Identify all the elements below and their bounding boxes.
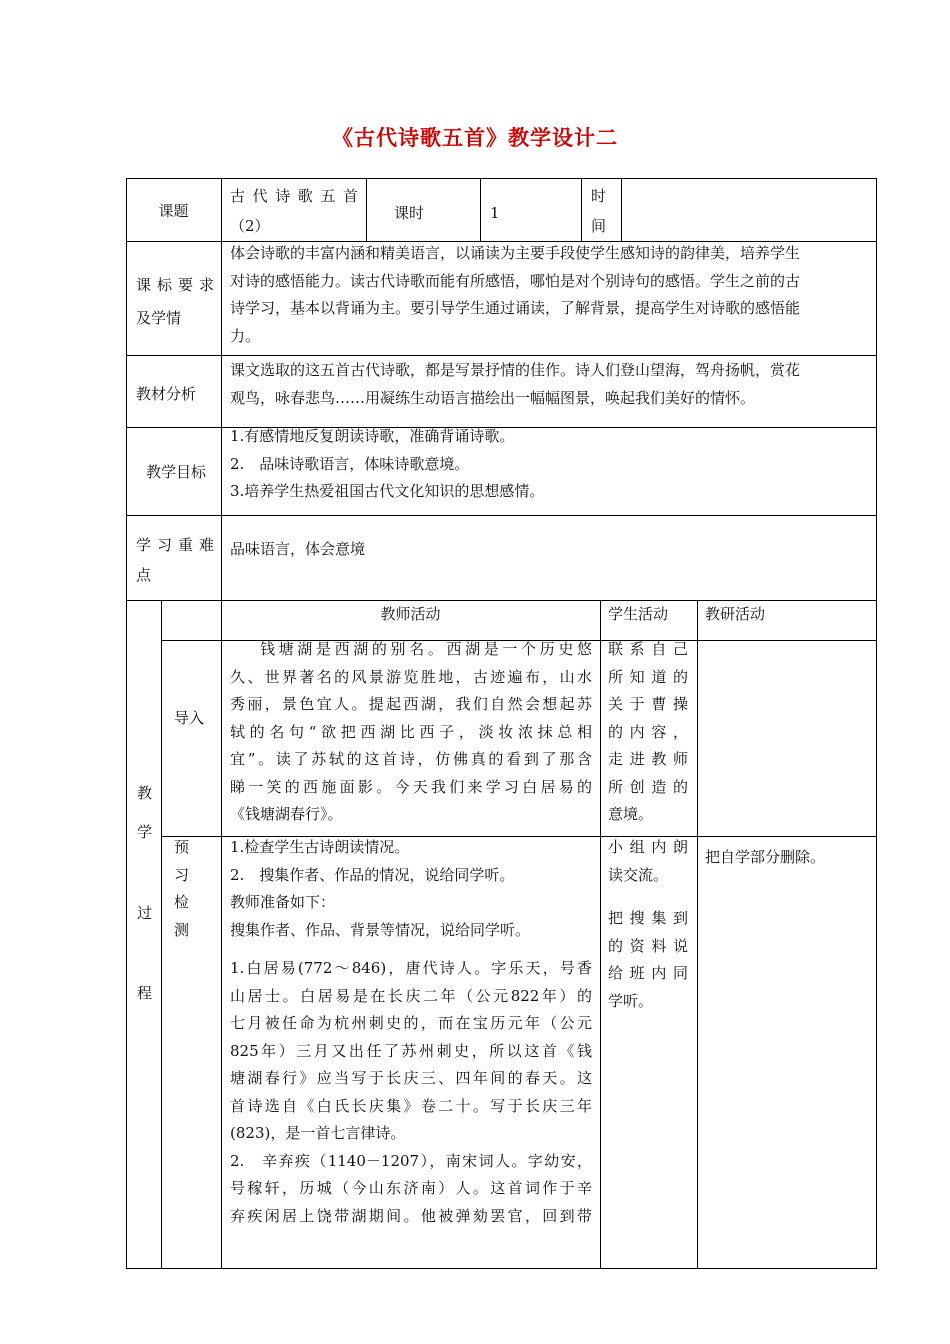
topic-value-number: （2） xyxy=(230,217,270,235)
text-line: 读交流。 xyxy=(608,865,669,884)
text-line: 《钱塘湖春行》。 xyxy=(230,805,343,823)
text-line: 秀丽，景色宜人。提起西湖，我们自然会想起苏 xyxy=(230,695,592,713)
preview-label-char: 检 xyxy=(174,893,190,911)
row-divider xyxy=(126,355,877,356)
period-label: 课时 xyxy=(393,204,424,222)
text-line: 所创造的 xyxy=(608,777,688,796)
text-line: 学听。 xyxy=(608,991,654,1010)
text-line: 首诗选自《白氏长庆集》卷二十。写于长庆三年 xyxy=(230,1096,592,1115)
list-item: 2. 品味诗歌语言，体味诗歌意境。 xyxy=(230,454,470,473)
text-line: 意境。 xyxy=(608,805,654,823)
text-line: 对诗的感悟能力。读古代诗歌而能有所感悟，哪怕是对个别诗句的感悟。学生之前的古 xyxy=(230,271,801,290)
preview-research-content: 把自学部分删除。 xyxy=(705,848,826,866)
standards-content xyxy=(230,240,870,350)
text-line: 1.检查学生古诗朗读情况。 xyxy=(230,838,410,856)
text-line: 号稼轩，历城（今山东济南）人。这首词作于辛 xyxy=(230,1179,592,1197)
preview-label-char: 测 xyxy=(174,920,190,939)
col-divider xyxy=(161,600,162,1269)
topic-label: 课题 xyxy=(158,202,189,220)
text-line: 睇一笑的西施面影。今天我们来学习白居易的 xyxy=(230,777,592,796)
col-divider xyxy=(480,178,481,242)
process-label-char: 教 xyxy=(137,784,153,802)
key-points-label: 学习重难 xyxy=(136,536,214,554)
goals-label: 教学目标 xyxy=(146,463,207,481)
process-label-char: 学 xyxy=(137,823,153,841)
intro-label: 导入 xyxy=(174,709,205,727)
col-divider xyxy=(621,178,622,242)
col-divider xyxy=(221,178,222,601)
document-title: 《古代诗歌五首》教学设计二 xyxy=(332,126,618,150)
text-line: 2. 搜集作者、作品的情况，说给同学听。 xyxy=(230,865,515,884)
table-border-left xyxy=(126,178,127,1269)
text-line: 关于曹操 xyxy=(608,695,688,713)
text-line: 久、世界著名的风景游览胜地，古迹遍布，山水 xyxy=(230,667,592,686)
time-label: 时 xyxy=(591,187,607,205)
standards-label: 及学情 xyxy=(136,309,182,327)
list-item: 1.有感情地反复朗读诗歌，准确背诵诗歌。 xyxy=(230,427,515,445)
preview-student-content-a xyxy=(608,834,688,889)
text-line: (823)，是一首七言律诗。 xyxy=(230,1124,406,1142)
text-line: 给班内同 xyxy=(608,964,688,982)
material-content xyxy=(230,357,870,412)
text-line: 的资料说 xyxy=(608,936,688,955)
preview-teacher-content-b xyxy=(230,955,592,1230)
text-line: 825年）三月又出任了苏州刺史，所以这首《钱 xyxy=(230,1041,592,1060)
text-line: 1.白居易(772～846)，唐代诗人。字乐天，号香 xyxy=(230,959,592,977)
preview-label-char: 预 xyxy=(174,838,190,856)
text-line: 所知道的 xyxy=(608,667,688,686)
key-points-label: 点 xyxy=(136,566,152,584)
material-label: 教材分析 xyxy=(136,385,197,403)
standards-label: 课标要求 xyxy=(136,276,214,294)
text-line: 弃疾闲居上饶带湖期间。他被弹劾罢官，回到带 xyxy=(230,1206,592,1225)
text-line: 小组内朗 xyxy=(608,838,688,856)
process-label-char: 程 xyxy=(137,984,153,1002)
table-border-top xyxy=(126,178,877,179)
text-line: 七月被任命为杭州刺史的，而在宝历元年（公元 xyxy=(230,1014,592,1032)
table-border-bottom xyxy=(126,1268,877,1269)
text-line: 塘湖春行》应当写于长庆三、四年间的春天。这 xyxy=(230,1069,592,1087)
text-line: 课文选取的这五首古代诗歌，都是写景抒情的佳作。诗人们登山望海，驾舟扬帆，赏花 xyxy=(230,361,801,379)
col-divider xyxy=(581,178,582,242)
topic-value: 古代诗歌五首 xyxy=(230,187,358,205)
process-label-char: 过 xyxy=(137,904,153,922)
text-line: 轼的名句“欲把西湖比西子，淡妆浓抹总相 xyxy=(230,722,592,741)
row-divider xyxy=(126,515,877,516)
period-value: 1 xyxy=(490,204,500,222)
text-line: 走进教师 xyxy=(608,750,688,768)
goals-list xyxy=(230,423,870,506)
text-line: 力。 xyxy=(230,326,261,345)
text-line: 山居士。白居易是在长庆二年（公元822年）的 xyxy=(230,986,592,1005)
col-divider xyxy=(697,600,698,1269)
time-label: 间 xyxy=(591,217,607,235)
preview-teacher-content-a xyxy=(230,834,592,944)
student-activity-header: 学生活动 xyxy=(608,605,669,623)
text-line: 搜集作者、作品、背景等情况，说给同学听。 xyxy=(230,920,531,939)
intro-student-content xyxy=(608,636,688,829)
text-line: 宜”。读了苏轼的这首诗，仿佛真的看到了那含 xyxy=(230,750,592,768)
text-line: 教师准备如下： xyxy=(230,893,336,911)
text-line: 把搜集到 xyxy=(608,909,688,927)
preview-student-content-b xyxy=(608,905,688,1015)
preview-label-char: 习 xyxy=(174,865,190,884)
intro-teacher-content xyxy=(230,636,592,829)
col-divider xyxy=(600,600,601,1269)
text-line: 的内容， xyxy=(608,722,688,741)
text-line: 观鸟，咏春悲鸟……用凝练生动语言描绘出一幅幅图景，唤起我们美好的情怀。 xyxy=(230,388,756,407)
text-line: 钱塘湖是西湖的别名。西湖是一个历史悠 xyxy=(260,640,592,658)
research-activity-header: 教研活动 xyxy=(705,605,766,623)
list-item: 3.培养学生热爱祖国古代文化知识的思想感情。 xyxy=(230,482,545,500)
table-border-right xyxy=(876,178,877,1269)
text-line: 联系自己 xyxy=(608,640,688,658)
text-line: 2. 辛弃疾（1140－1207），南宋词人。字幼安， xyxy=(230,1151,592,1170)
text-line: 诗学习，基本以背诵为主。要引导学生通过诵读，了解背景，提高学生对诗歌的感悟能 xyxy=(230,299,801,317)
preview-label xyxy=(174,834,189,944)
text-line: 体会诗歌的丰富内涵和精美语言，以诵读为主要手段使学生感知诗的韵律美，培养学生 xyxy=(230,244,801,262)
col-divider xyxy=(221,600,222,1269)
teacher-activity-header: 教师活动 xyxy=(380,605,441,623)
key-points-content: 品味语言，体会意境 xyxy=(230,540,366,558)
